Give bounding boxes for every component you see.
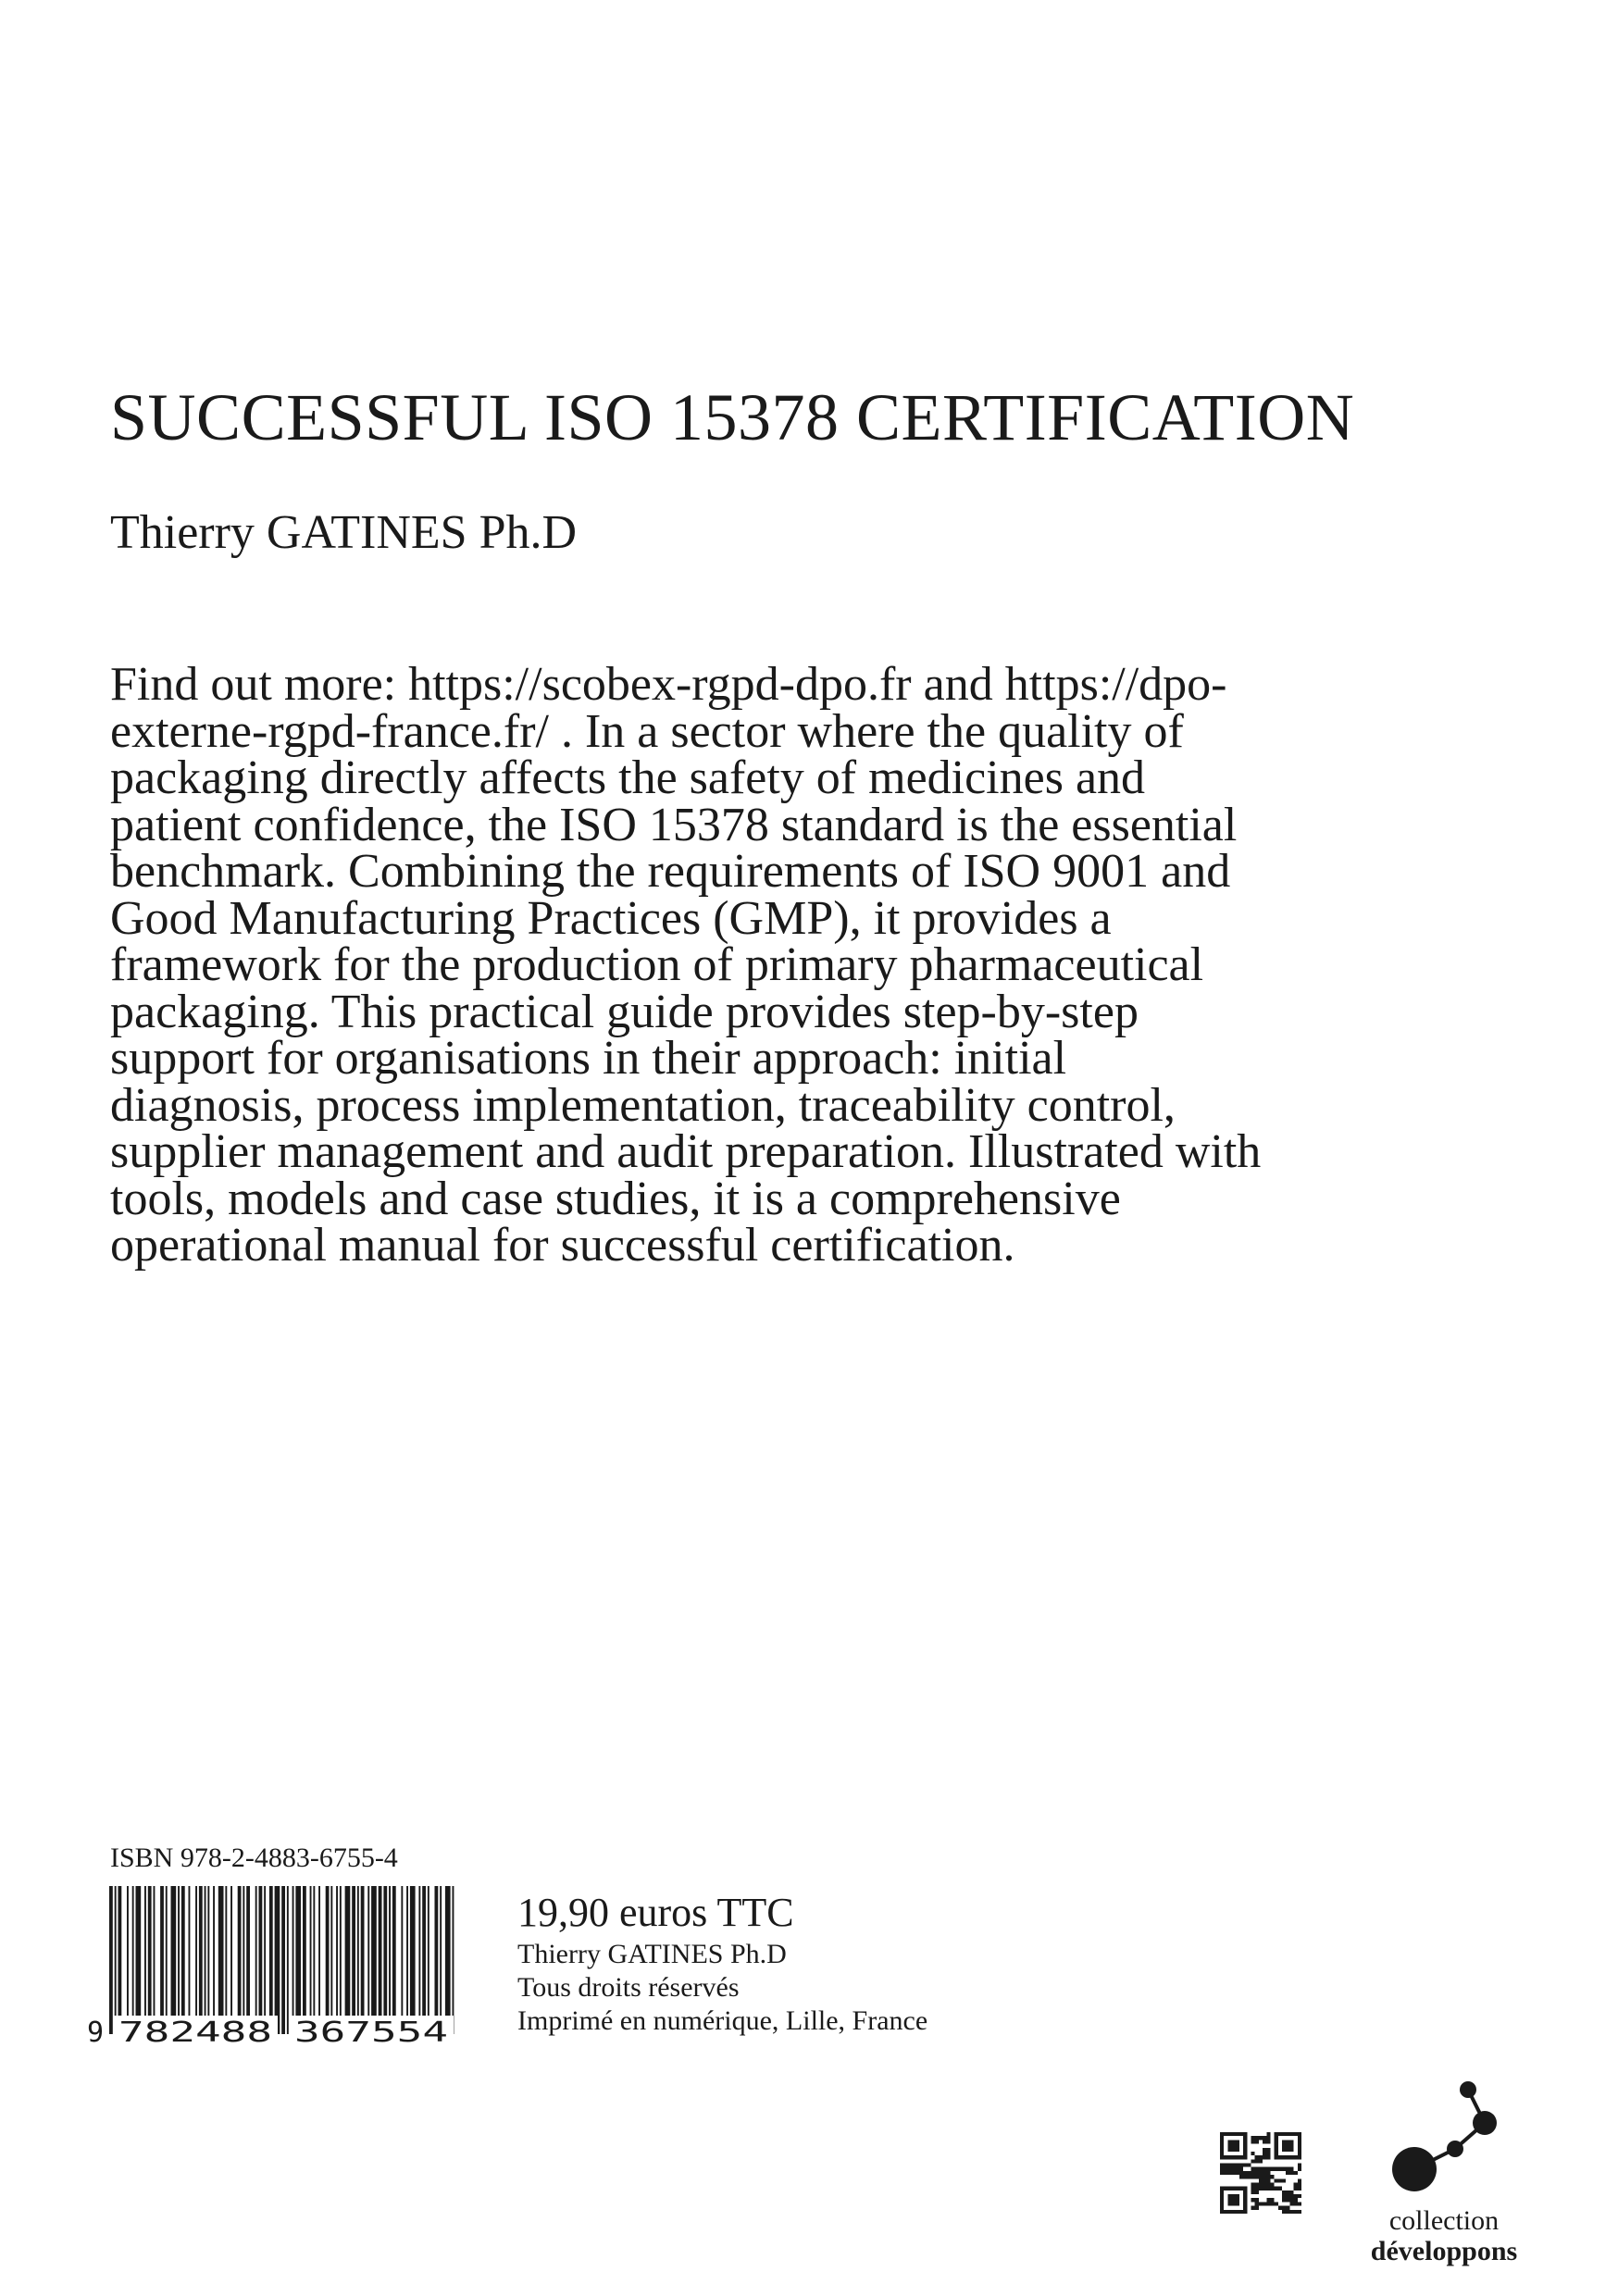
barcode-bar [199,1886,203,2034]
barcode-bar [205,1886,206,2034]
barcode-bar [357,1886,359,2034]
barcode-bar [287,1886,289,2034]
barcode-bar [401,1886,403,2034]
barcode-bar [428,1886,429,2034]
barcode-bar [379,1886,382,2034]
barcode-bar [295,1886,301,2034]
blurb-text: Find out more: https://scobex-rgpd-dpo.fr and https://dpo-externe-rgpd-france.fr/ . In a sector where the quality of packaging directly affects the safety of medicines and patient confidence, the ISO 15378 standard is the essential benchmark. Combining the requirements of ISO 9001 and Good Manufacturing Practices (GMP), it provides a framework for the production of primary pharmaceutical packaging. This practical guide provides step-by-step support for organisations in their approach: initial diagnosis, process implementation, traceability control, supplier management and audit preparation. Illustrated with tools, models and case studies, it is a comprehensive operational manual for successful certification. [110,658,1262,1272]
barcode-digits-right: 367554 [294,2017,448,2045]
barcode-bar [189,1886,191,2034]
collection-name: développons [1370,2236,1518,2266]
barcode-bar [445,1886,451,2034]
barcode-bar [340,1886,342,2034]
publishing-info [517,1888,927,2038]
barcode-bar [313,1886,315,2034]
barcode-bar [361,1886,365,2034]
barcode-bar [178,1886,180,2034]
copyright-holder: Thierry GATINES Ph.D [517,1939,787,1969]
book-title: SUCCESSFUL ISO 15378 CERTIFICATION [110,380,1355,454]
barcode-bar [255,1886,257,2034]
barcode-bar [392,1886,396,2034]
barcode-bar [259,1886,263,2034]
barcode-bar [166,1886,168,2034]
qr-code-icon [1220,2132,1301,2214]
barcode-bar [440,1886,442,2034]
barcode-bar [115,1886,117,2034]
price: 19,90 euros TTC [517,1890,794,1935]
barcode-bar [453,1886,454,2034]
barcode-bar [310,1886,312,2034]
barcode-bar [326,1886,330,2034]
barcode-bar [389,1886,391,2034]
back-cover-blurb [110,658,1267,1272]
barcode-bar [281,1886,285,2034]
barcode-bar [136,1886,142,2034]
barcode-bar [109,1886,113,2034]
barcode-bar [292,1886,294,2034]
barcode-bar [422,1886,426,2034]
barcode-bar [218,1886,224,2034]
book-author: Thierry GATINES Ph.D [110,506,578,559]
barcode-bar [207,1886,209,2034]
barcode-bar [118,1886,122,2034]
barcode-bar [230,1886,232,2034]
barcode-bar [160,1886,164,2034]
collection-label: collection [1388,2205,1500,2236]
barcode-bar [303,1886,306,2034]
printing-info: Imprimé en numérique, Lille, France [517,2005,928,2036]
barcode-bar [171,1886,177,2034]
barcode-bar [225,1886,227,2034]
barcode-bar [371,1886,377,2034]
barcode-bar [127,1886,129,2034]
barcode-bar [246,1886,250,2034]
barcode-bar [383,1886,387,2034]
barcode-bar [336,1886,338,2034]
barcode-bar [154,1886,156,2034]
barcode-bar [352,1886,355,2034]
isbn-barcode [81,1886,459,2045]
barcode-bar [132,1886,134,2034]
barcode-bar [144,1886,146,2034]
rights-notice: Tous droits réservés [517,1972,740,2003]
barcode-bar [418,1886,420,2034]
barcode-bar [435,1886,439,2034]
isbn-label: ISBN 978-2-4883-6755-4 [110,1843,398,1873]
barcode-bar [213,1886,215,2034]
barcode-bar [264,1886,266,2034]
barcode-bar [181,1886,185,2034]
barcode-bar [275,1886,280,2034]
barcode-bar [345,1886,351,2034]
barcode-bar [243,1886,244,2034]
barcode-bar [148,1886,152,2034]
barcode-bar [269,1886,273,2034]
barcode-digit-first: 9 [87,2017,105,2045]
barcode-bar [330,1886,332,2034]
barcode-digits-left: 782488 [118,2017,272,2045]
barcode-bar [410,1886,416,2034]
barcode-bar [367,1886,369,2034]
barcode-bar [406,1886,408,2034]
molecule-logo-icon [1375,2077,1514,2199]
barcode-bar [238,1886,242,2034]
barcode-bar [318,1886,320,2034]
barcode-bar [195,1886,197,2034]
